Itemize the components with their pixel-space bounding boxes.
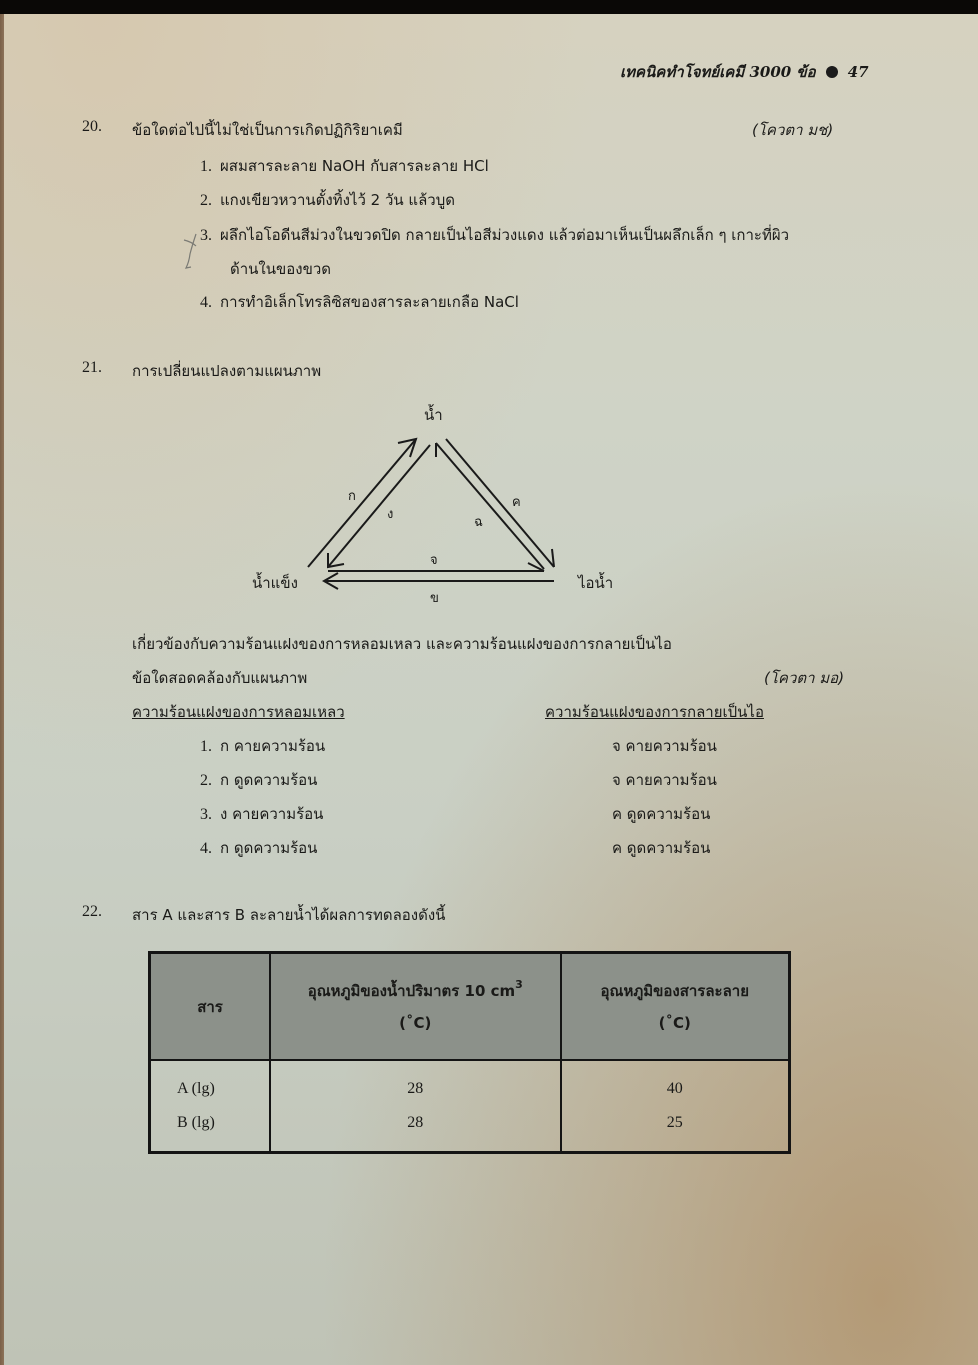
cell-solution-temps: 40 25 xyxy=(561,1060,790,1153)
q21-option-1-right: จ คายความร้อน xyxy=(612,737,717,755)
q22-question: สาร A และสาร B ละลายน้ำได้ผลการทดลองดังนี้ xyxy=(132,906,446,924)
node-ice: น้ำแข็ง xyxy=(252,574,298,592)
scanned-page xyxy=(4,14,978,1365)
header-water-temp: อุณหภูมิของน้ำปริมาตร 10 $cm^3$ (˚C) xyxy=(270,953,560,1061)
q21-option-2-right: จ คายความร้อน xyxy=(612,771,717,789)
page-number: 47 xyxy=(847,63,869,81)
q21-option-3[interactable]: 3. ง คายความร้อน xyxy=(200,805,324,823)
table-row xyxy=(150,1060,790,1153)
q20-option-1[interactable]: 1. ผสมสารละลาย NaOH กับสารละลาย HCl xyxy=(200,157,489,175)
q21-source: (โควตา มอ) xyxy=(764,669,845,687)
q21-col-right-header: ความร้อนแฝงของการกลายเป็นไอ xyxy=(545,703,764,721)
q21-col-left-header: ความร้อนแฝงของการหลอมเหลว xyxy=(132,703,345,721)
arrow-label-e: จ xyxy=(430,553,438,568)
q21-option-4[interactable]: 4. ก ดูดความร้อน xyxy=(200,839,318,857)
q20-option-4[interactable]: 4. การทำอิเล็กโทรลิซิสของสารละลายเกลือ NaCl xyxy=(200,293,519,311)
running-header xyxy=(620,60,869,84)
q20-source: (โควตา มช) xyxy=(752,121,834,139)
arrow-label-b: ข xyxy=(430,591,439,606)
q21-intro-line1: เกี่ยวข้องกับความร้อนแฝงของการหลอมเหลว และความร้อนแฝงของการกลายเป็นไอ xyxy=(132,635,672,653)
bullet-icon xyxy=(826,66,838,78)
arrow-label-c: ค xyxy=(512,495,521,510)
triangle-arrows xyxy=(244,399,624,614)
q20-option-3-cont: ด้านในของขวด xyxy=(230,260,332,278)
q20-option-3[interactable]: 3. ผลึกไอโอดีนสีม่วงในขวดปิด กลายเป็นไอสีม่วงแดง แล้วต่อมาเห็นเป็นผลึกเล็ก ๆ เกาะที่ผิว xyxy=(200,226,790,244)
q21-intro-line2: ข้อใดสอดคล้องกับแผนภาพ xyxy=(132,669,308,687)
node-vapor: ไอน้ำ xyxy=(578,574,614,592)
q21-question: การเปลี่ยนแปลงตามแผนภาพ xyxy=(132,362,322,380)
results-table xyxy=(148,951,791,1154)
header-substance: สาร xyxy=(150,953,271,1061)
book-title: เทคนิคทำโจทย์เคมี 3000 ข้อ xyxy=(620,63,816,81)
q22-number: 22. xyxy=(82,903,102,920)
cell-substances: A (lg) B (lg) xyxy=(150,1060,271,1153)
q20-number: 20. xyxy=(82,118,102,135)
q20-option-2[interactable]: 2. แกงเขียวหวานตั้งทิ้งไว้ 2 วัน แล้วบูด xyxy=(200,191,455,209)
q21-option-2[interactable]: 2. ก ดูดความร้อน xyxy=(200,771,318,789)
arrow-label-f: ฉ xyxy=(474,515,483,530)
q21-option-4-right: ค ดูดความร้อน xyxy=(612,839,711,857)
arrow-label-d: ง xyxy=(387,507,394,522)
table-header-row xyxy=(150,953,790,1061)
q21-number: 21. xyxy=(82,359,102,376)
header-solution-temp: อุณหภูมิของสารละลาย (˚C) xyxy=(561,953,790,1061)
cell-water-temps: 28 28 xyxy=(270,1060,560,1153)
q20-question: ข้อใดต่อไปนี้ไม่ใช่เป็นการเกิดปฏิกิริยาเคมี xyxy=(132,121,403,139)
arrow-label-a: ก xyxy=(348,489,356,504)
node-water: น้ำ xyxy=(424,406,443,424)
phase-change-diagram xyxy=(244,399,624,614)
q21-option-3-right: ค ดูดความร้อน xyxy=(612,805,711,823)
q21-option-1[interactable]: 1. ก คายความร้อน xyxy=(200,737,326,755)
